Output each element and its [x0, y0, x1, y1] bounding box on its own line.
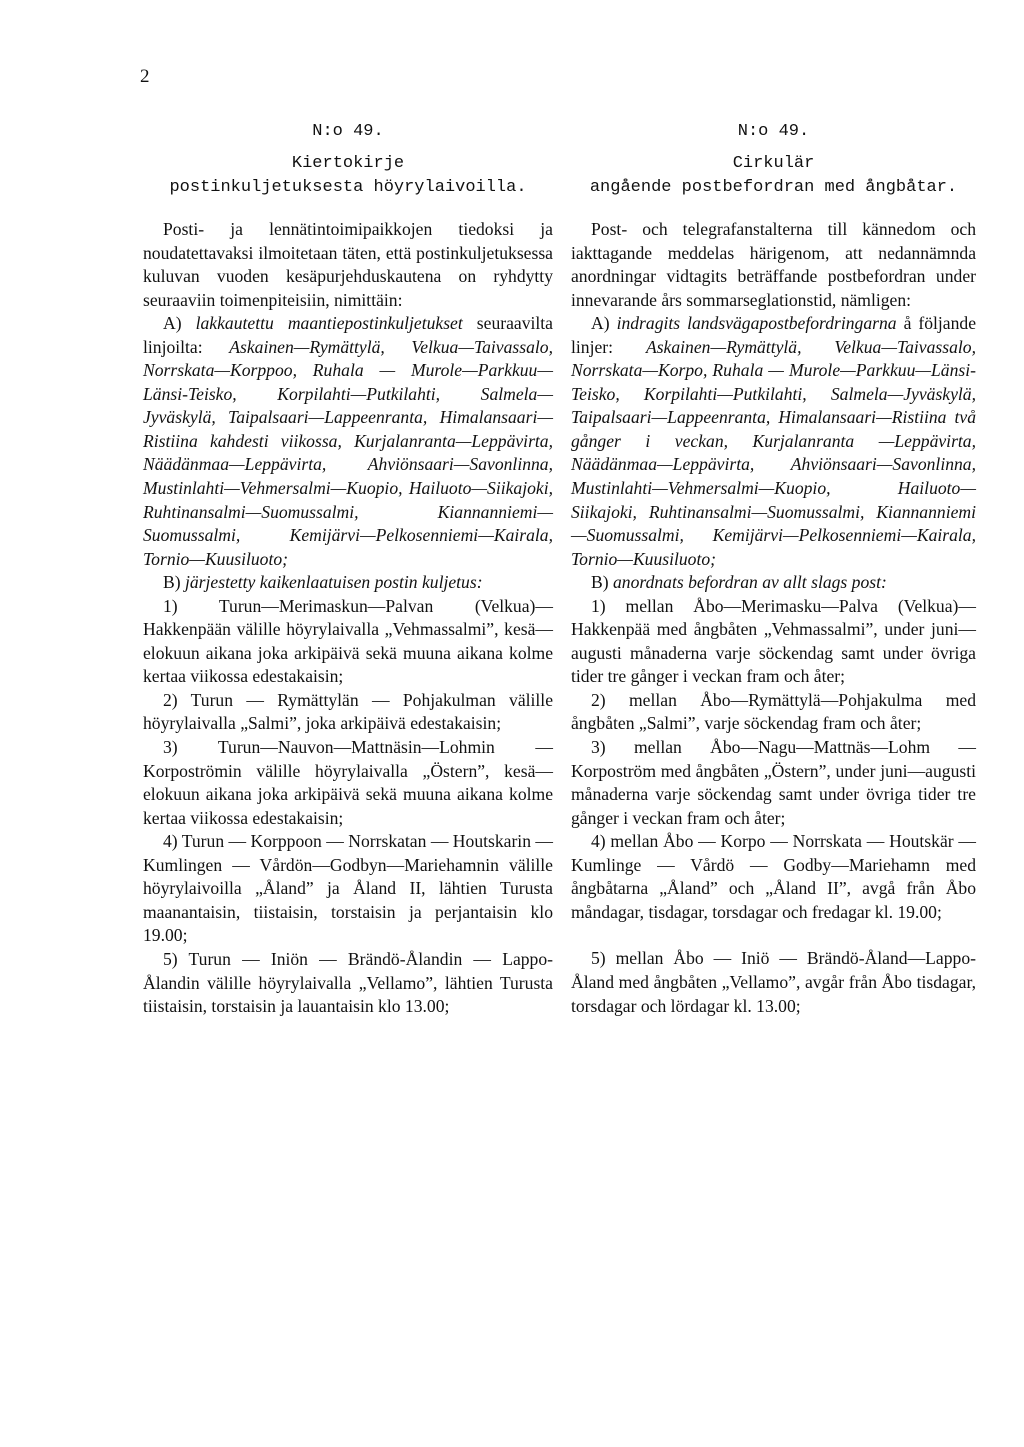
- route-item: 3) Turun—Nauvon—Mattnäsin—Lohmin —Korpoströmin välille höyrylaivalla „Östern”, kesä—elokuun aikana joka arkipäivä sekä muuna aikana kolme kertaa viikossa edestakaisin;: [143, 737, 553, 828]
- route-item: 1) mellan Åbo—Merimasku—Palva (Velkua)—Hakkenpää med ångbåten „Vehmassalmi”, under juni—augusti månaderna varje söckendag samt under övriga tider tre gånger i veckan fram och åter;: [571, 595, 976, 687]
- circular-subtitle: postinkuljetuksesta höyrylaivoilla.: [169, 178, 527, 197]
- section-a-routes: Askainen—Rymättylä, Velkua—Taivassalo, Norrskata—Korpo, Ruhala — Murole—Parkkuu—Länsi-Teisko, Korpilahti—Putkilahti, Salmela—Jyväskylä, Taipalsaari—Lappeenranta, Himalansaari—Ristiina två gånger i veckan, Kurjalanranta —Leppävirta, Näädänmaa—Leppävirta, Ahviönsaari—Savonlinna, Mustinlahti—Vehmersalmi—Kuopio, Hailuoto—Siikajoki, Ruhtinansalmi—Suomussalmi, Kiannanniemi—Suomussalmi, Kemijärvi—Pelkosenniemi—Kairala, Tornio—Kuusiluoto;: [571, 336, 976, 569]
- route-item: 4) mellan Åbo — Korpo — Norrskata — Houtskär — Kumlinge — Vårdö — Godby—Mariehamn med ångbåtarna „Åland” och „Åland II”, avgå från Åbo måndagar, tisdagar, torsdagar och fredagar kl. 19.00;: [571, 831, 976, 922]
- circular-title: Kiertokirje: [291, 154, 405, 173]
- circular-number: N:o 49.: [737, 122, 810, 141]
- route-item: 3) mellan Åbo—Nagu—Mattnäs—Lohm —Korpoström med ångbåten „Östern”, under juni—augusti månaderna varje söckendag samt under övriga tider tre gånger i veckan fram och åter;: [571, 737, 976, 828]
- section-a: [143, 312, 553, 571]
- section-b-label: B): [591, 572, 609, 593]
- circular-number: N:o 49.: [312, 122, 384, 141]
- swedish-column: [571, 120, 976, 1018]
- section-b-label: B): [163, 572, 181, 593]
- route-item: 1) Turun—Merimaskun—Palvan (Velkua)—Hakkenpään välille höyrylaivalla „Vehmassalmi”, kesä—elokuun aikana joka arkipäivä sekä muuna aikana kolme kertaa viikossa edestakaisin;: [143, 595, 553, 687]
- section-a-prefix: å följande linjer:: [571, 313, 977, 357]
- section-a-title: lakkautettu maantiepostinkuljetukset: [195, 313, 463, 334]
- intro-paragraph: Posti- ja lennätintoimipaikkojen tiedoksi ja noudatettavaksi ilmoitetaan täten, että postinkuljetuksessa kuluvan vuoden kesäpurjehduskautena on ryhdytty seuraaviin toimenpiteisiin, nimittäin:: [143, 219, 553, 310]
- route-item: 2) Turun — Rymättylän — Pohjakulman välille höyrylaivalla „Salmi”, joka arkipäivä edestakaisin;: [143, 689, 553, 734]
- section-a-title: indragits landsvägapostbefordringarna: [616, 313, 897, 334]
- route-item: 5) mellan Åbo — Iniö — Brändö-Åland—Lappo-Åland med ångbåten „Vellamo”, avgår från Åbo tisdagar, torsdagar och lördagar kl. 13.00;: [571, 948, 976, 1016]
- page-number: 2: [140, 66, 150, 87]
- section-a-label: A): [591, 313, 610, 334]
- section-a: [571, 312, 976, 571]
- section-a-routes: Askainen—Rymättylä, Velkua—Taivassalo, Norrskata—Korppoo, Ruhala — Murole—Parkkuu—Länsi-Teisko, Korpilahti—Putkilahti, Salmela—Jyväskylä, Taipalsaari—Lappeenranta, Himalansaari—Ristiina kahdesti viikossa, Kurjalanranta—Leppävirta, Näädänmaa—Leppävirta, Ahviönsaari—Savonlinna, Mustinlahti—Vehmersalmi—Kuopio, Hailuoto—Siikajoki, Ruhtinansalmi—Suomussalmi, Kiannanniemi—Suomussalmi, Kemijärvi—Pelkosenniemi—Kairala, Tornio—Kuusiluoto;: [143, 336, 553, 569]
- route-item: 4) Turun — Korppoon — Norrskatan — Houtskarin — Kumlingen — Vårdön—Godbyn—Mariehamnin välille höyrylaivoilla „Åland” ja Åland II, lähtien Turusta maanantaisin, tiistaisin, torstaisin ja perjantaisin klo 19.00;: [143, 831, 553, 946]
- section-b: [143, 571, 553, 595]
- section-b: [571, 571, 976, 595]
- circular-title: Cirkulär: [732, 154, 815, 173]
- section-a-prefix: seuraavilta linjoilta:: [143, 313, 553, 357]
- section-a-label: A): [163, 313, 182, 334]
- circular-subtitle: angående postbefordran med ångbåtar.: [589, 178, 958, 197]
- finnish-column: [143, 120, 553, 1019]
- section-b-title: järjestetty kaikenlaatuisen postin kuljetus:: [185, 572, 483, 593]
- route-item: 2) mellan Åbo—Rymättylä—Pohjakulma med ångbåten „Salmi”, varje söckendag fram och åter;: [571, 689, 976, 734]
- spacer: [571, 924, 976, 947]
- route-item: 5) Turun — Iniön — Brändö-Ålandin — Lappo-Ålandin välille höyrylaivalla „Vellamo”, lähtien Turusta tiistaisin, torstaisin ja lauantaisin klo 13.00;: [143, 948, 553, 1017]
- section-b-title: anordnats befordran av allt slags post:: [613, 572, 887, 593]
- intro-paragraph: Post- och telegrafanstalterna till kännedom och iakttagande meddelas härigenom, att nedannämnda anordningar vidtagits beträffande postbefordran under innevarande års sommarseglationstid, nämligen:: [571, 219, 976, 310]
